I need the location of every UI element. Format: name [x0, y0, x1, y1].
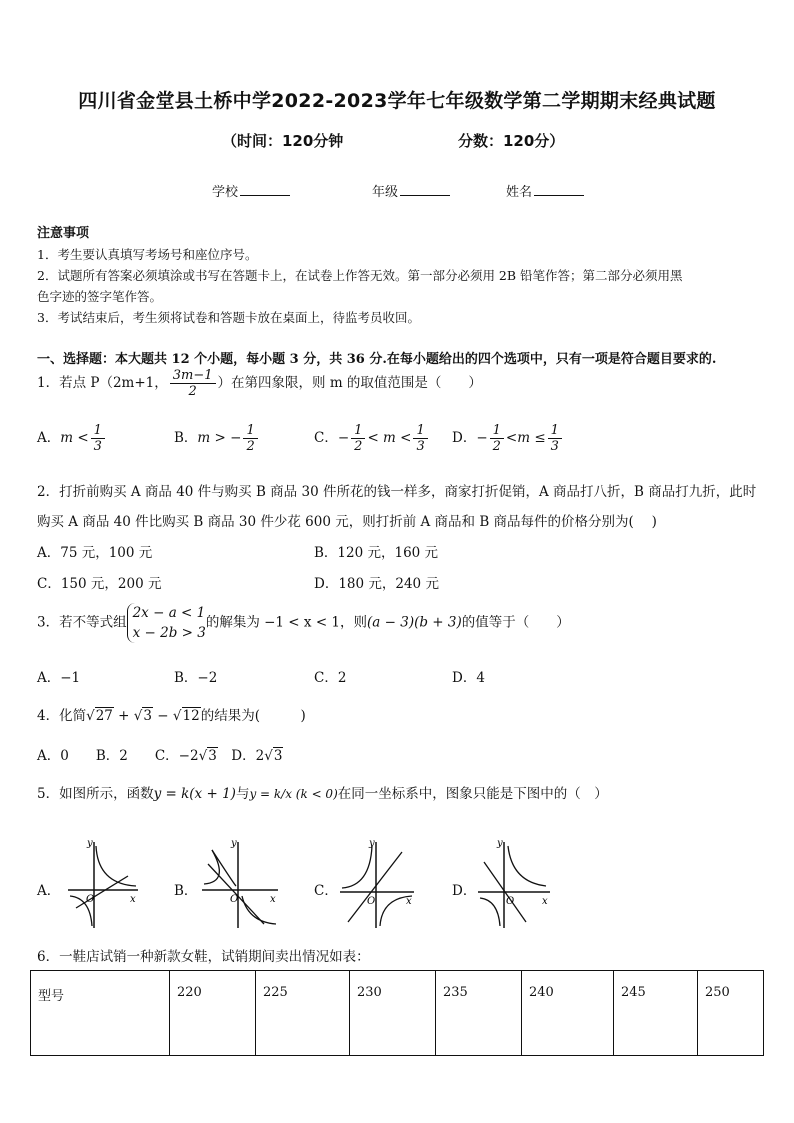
note-item: 3．考试结束后，考生须将试卷和答题卡放在桌面上，待监考员收回。 — [37, 310, 420, 325]
q5-graph-a — [62, 838, 142, 930]
q5-graph-b — [198, 838, 282, 930]
q5-label-b: B． — [174, 883, 198, 899]
note-item: 色字迹的签字笔作答。 — [37, 289, 163, 304]
note-item: 1．考生要认真填写考场号和座位序号。 — [37, 247, 258, 262]
shoe-size-table — [30, 970, 764, 1056]
question-2-line2: 购买 A 商品 40 件比购买 B 商品 30 件少花 600 元，则打折前 A 商品和 B 商品每件的价格分别为( ) — [37, 514, 657, 530]
question-5: 5．如图所示，函数y = k(x + 1)与y = k/x (k < 0)在同一坐标系中，图象只能是下图中的（ ） — [37, 786, 608, 802]
q2-option-a: A．75 元，100 元 — [37, 545, 153, 561]
table-cell: 245 — [614, 971, 698, 1056]
question-1: 1．若点 P（2m+1， $\frac{3m-1}{2}$ ）在第四象限，则 m 的取值范围是（ ） — [37, 368, 482, 399]
table-cell: 220 — [170, 971, 256, 1056]
q2-option-c: C．150 元，200 元 — [37, 576, 162, 592]
notes-heading: 注意事项 — [37, 226, 90, 241]
question-4: 4．化简√27 + √3 − √12的结果为( ) — [37, 708, 306, 724]
table-cell: 230 — [350, 971, 436, 1056]
name-field: 姓名 — [506, 181, 584, 200]
question-3: 3．若不等式组 2x − a < 1 x − 2b > 3 的解集为 −1 < x < 1，则(a − 3)(b + 3)的值等于（ ） — [37, 605, 570, 641]
section-heading: 一、选择题：本大题共 12 个小题，每小题 3 分，共 36 分.在每小题给出的四个选项中，只有一项是符合题目要求的. — [37, 352, 717, 367]
table-cell: 225 — [256, 971, 350, 1056]
q2-option-d: D．180 元，240 元 — [314, 576, 439, 592]
exam-time: （时间：120分钟 — [222, 132, 344, 150]
note-item: 2．试题所有答案必须填涂或书写在答题卡上，在试卷上作答无效。第一部分必须用 2B 铅笔作答；第二部分必须用黑 — [37, 268, 683, 283]
table-cell: 型号 — [31, 971, 170, 1056]
q1-option-c: C．− $\frac{1}{2}$ < m < $\frac{1}{3}$ — [314, 423, 430, 454]
origin-label: O — [86, 894, 95, 905]
axis-y-label: y — [369, 838, 375, 849]
table-cell: 250 — [698, 971, 764, 1056]
table-cell: 240 — [522, 971, 614, 1056]
axis-y-label: y — [87, 838, 93, 849]
axis-x-label: x — [130, 894, 136, 905]
q3-option-d: D．4 — [452, 670, 485, 686]
axis-x-label: x — [542, 896, 548, 907]
school-field: 学校 — [212, 181, 290, 200]
exam-score: 分数：120分） — [458, 132, 565, 150]
q5-graph-c — [336, 838, 418, 930]
q1-option-d: D．− $\frac{1}{2}$ <m ≤ $\frac{1}{3}$ — [452, 423, 564, 454]
axis-y-label: y — [231, 838, 237, 849]
q2-option-b: B．120 元，160 元 — [314, 545, 439, 561]
table-row — [31, 971, 764, 1056]
q3-option-a: A．−1 — [37, 670, 81, 686]
q3-option-c: C．2 — [314, 670, 347, 686]
q5-label-a: A． — [37, 883, 61, 899]
inequality-system: 2x − a < 1 x − 2b > 3 — [127, 603, 206, 643]
axis-x-label: x — [270, 894, 276, 905]
q1-option-a: A．m < $\frac{1}{3}$ — [37, 423, 107, 454]
grade-field: 年级 — [372, 181, 450, 200]
origin-label: O — [367, 896, 376, 907]
origin-label: O — [506, 896, 515, 907]
axis-x-label: x — [406, 896, 412, 907]
q4-options: A．0 B．2 C．−2√3 D．2√3 — [37, 748, 283, 764]
q5-graph-d — [474, 838, 554, 930]
axis-y-label: y — [497, 838, 503, 849]
q1-option-b: B．m > − $\frac{1}{2}$ — [174, 423, 260, 454]
origin-label: O — [230, 894, 239, 905]
q3-option-b: B．−2 — [174, 670, 218, 686]
q5-label-d: D． — [452, 883, 477, 899]
question-6: 6．一鞋店试销一种新款女鞋，试销期间卖出情况如表： — [37, 949, 370, 965]
q5-label-c: C． — [314, 883, 338, 899]
question-2-line1: 2．打折前购买 A 商品 40 件与购买 B 商品 30 件所花的钱一样多，商家打折促销，A 商品打八折，B 商品打九折，此时 — [37, 484, 757, 500]
table-cell: 235 — [436, 971, 522, 1056]
page-title: 四川省金堂县土桥中学2022-2023学年七年级数学第二学期期末经典试题 — [78, 90, 716, 112]
